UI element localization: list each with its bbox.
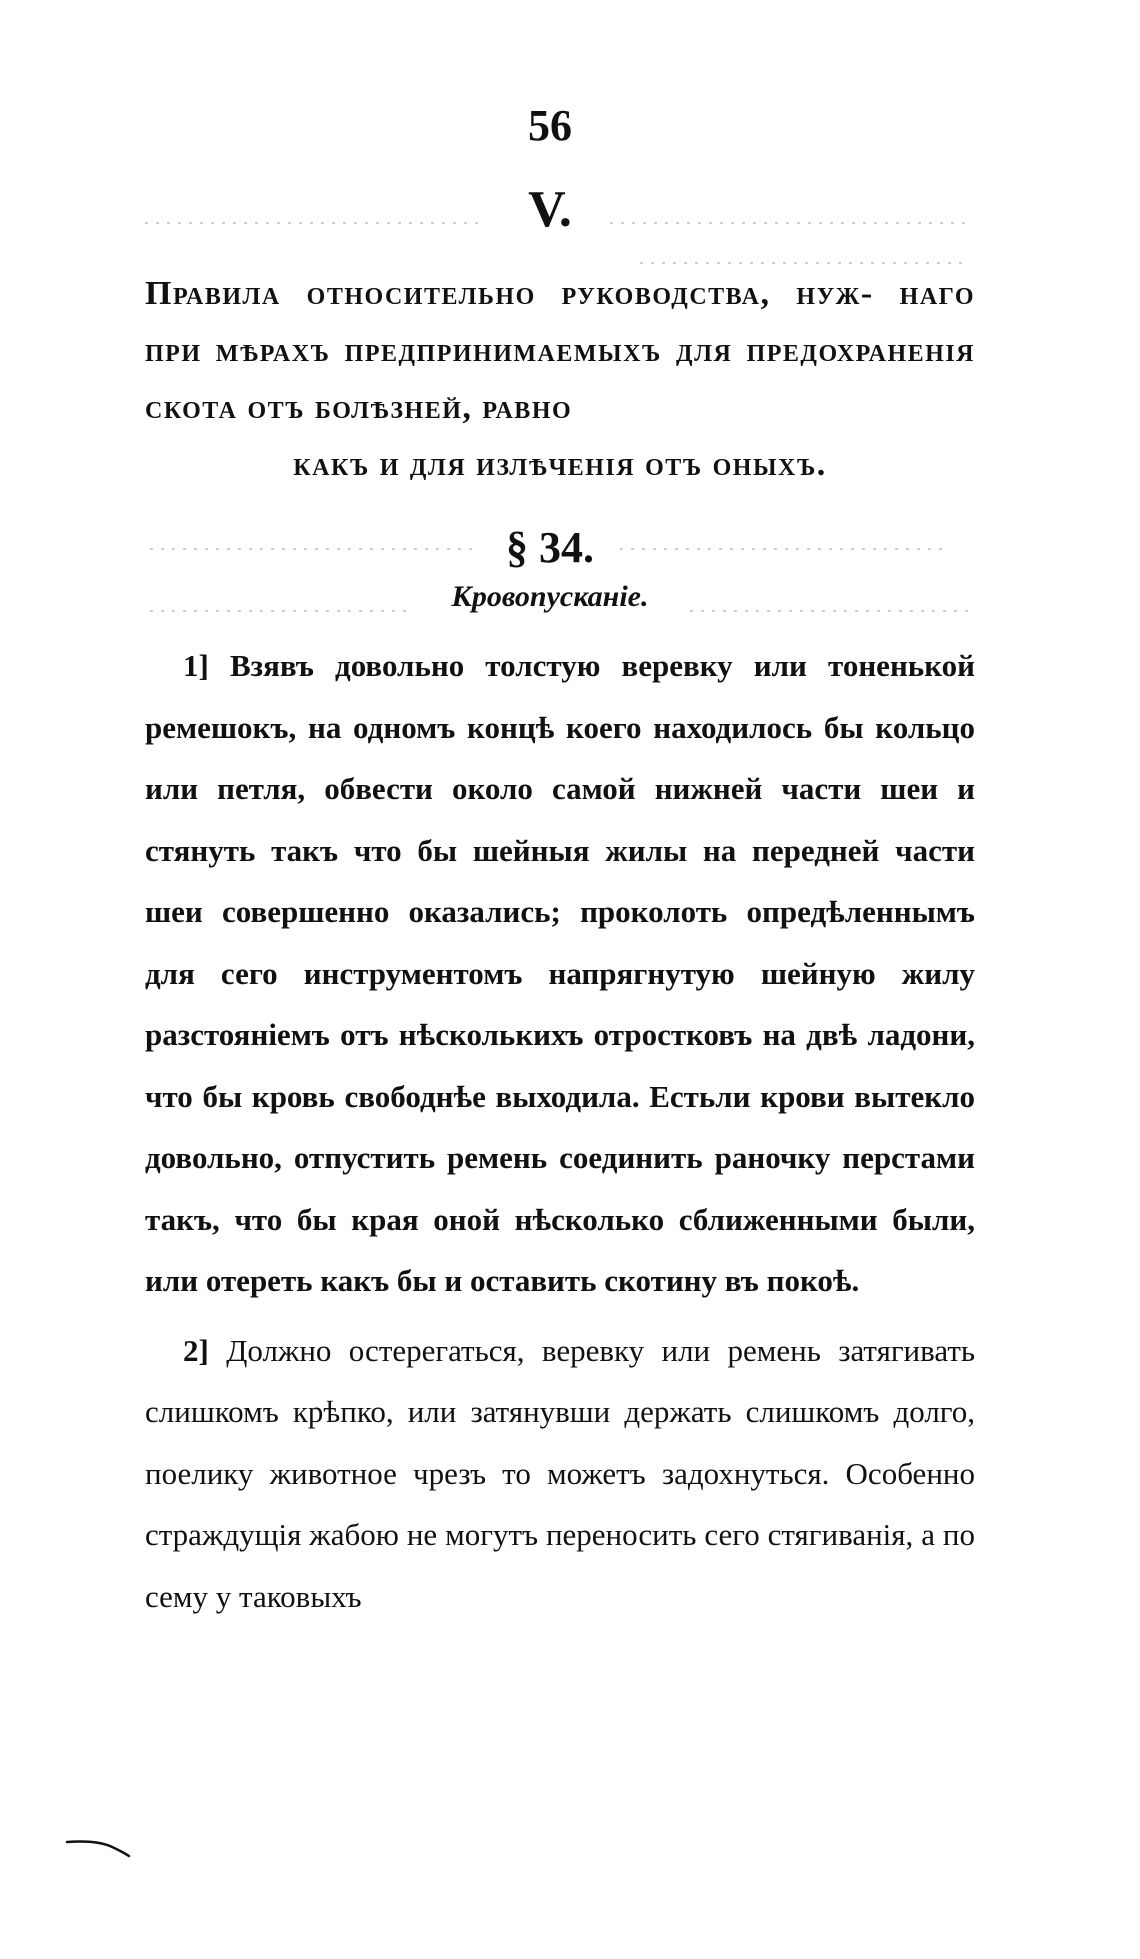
paragraph-number: 2] (183, 1332, 209, 1368)
chapter-title (145, 265, 975, 493)
page-number: 56 (528, 101, 572, 150)
chapter-title-line: наго при мѣрахъ предпринимаемыхъ для (145, 275, 975, 369)
section-number: § 34. (506, 523, 594, 572)
chapter-number: V. (528, 181, 572, 238)
bleed-through-line (640, 262, 970, 264)
paragraph-text: Должно остерегаться, веревку или ремень затягивать слишкомъ крѣпко, или затянувши держать слишкомъ долго, поелику животное чрезъ то можетъ задохнуться. Особенно страждущія жабою не могутъ переносить сего стягиванія, а по сему у таковыхъ (145, 1332, 975, 1614)
paragraph-text: Взявъ довольно толстую веревку или тоненькой ремешокъ, на одномъ концѣ коего находилось бы кольцо или петля, обвести около самой нижней части шеи и стянуть такъ что бы шейныя жилы на передней части шеи совершенно оказались; проколоть опредѣленнымъ для сего инструментомъ напрягнутую шейную жилу разстояніемъ отъ нѣсколькихъ отростковъ на двѣ ладони, что бы кровь свободнѣе выходила. Естьли крови вытекло довольно, отпустить ремень соединить раночку перстами такъ, что бы края оной нѣсколько сближенными были, или отереть какъ бы и оставить скотину въ покоѣ. (145, 648, 976, 1298)
paragraph-number: 1] (183, 648, 209, 683)
paragraph-2 (145, 1320, 975, 1628)
chapter-title-last-line: какъ и для излѣченія отъ оныхъ. (293, 446, 827, 483)
chapter-title-line: предохраненія скота отъ болѣзней, равно (145, 332, 976, 426)
section-heading: Кровопусканіе. (451, 580, 649, 613)
chapter-title-line: Правила относительно руководства, нуж- (145, 275, 874, 312)
margin-pen-mark (65, 1838, 135, 1858)
paragraph-1 (145, 635, 975, 1312)
body-text (145, 635, 975, 1635)
